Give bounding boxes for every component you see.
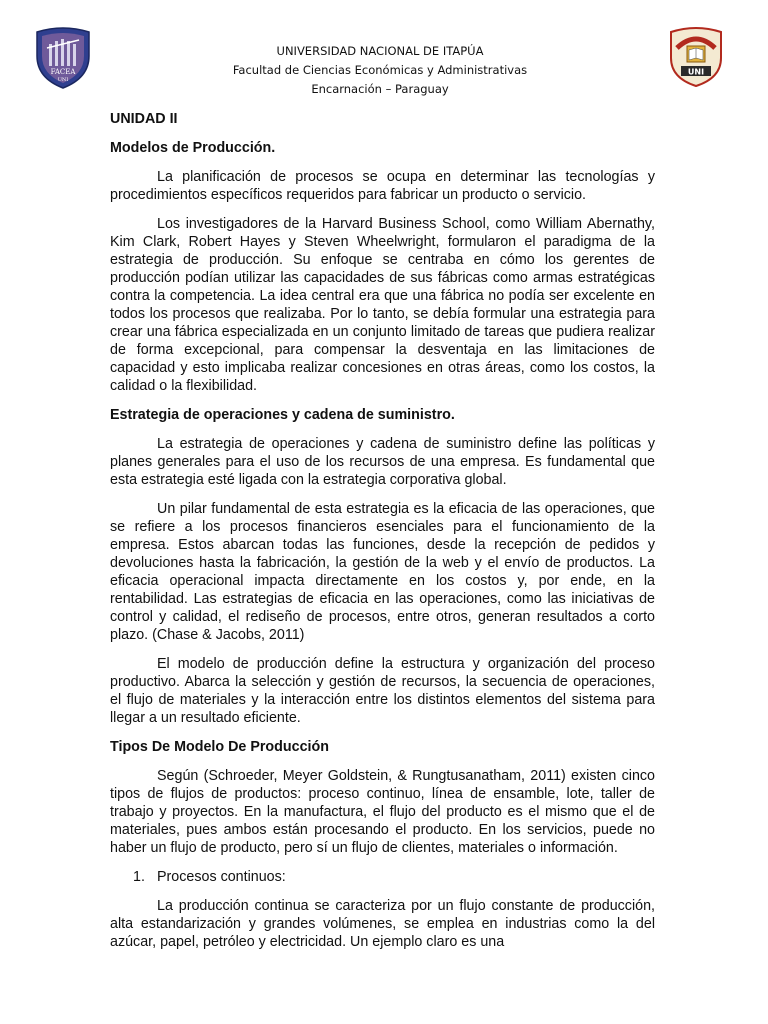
paragraph: La producción continua se caracteriza por un flujo constante de producción, alta estandarización y grandes volúmenes, se emplea en industrias como la del azúcar, papel, petróleo y electricidad. Un ejemplo claro es una [110, 898, 655, 950]
facea-logo-text: FACEA [50, 68, 76, 76]
uni-seal-logo [667, 24, 725, 88]
paragraph: La planificación de procesos se ocupa en determinar las tecnologías y procedimientos específicos requeridos para fabricar un producto o servicio. [110, 169, 655, 203]
list-item [110, 868, 655, 886]
paragraph: Los investigadores de la Harvard Business School, como William Abernathy, Kim Clark, Robert Hayes y Steven Wheelwright, formularon el paradigma de la estrategia de producción. Su enfoque se centraba en cómo los gerentes de producción podían utilizar las capacidades de sus fábricas como armas estratégicas contra la competencia. La idea central era que una fábrica no podía ser excelente en todos los procesos que realizaba. Por lo tanto, se debía formular una estrategia para crear una fábrica especializada en un conjunto limitado de tareas que pudiera realizar de forma excepcional, para compensar la desventaja en las limitaciones de capacidad y esto implicaba realizar concesiones en otras áreas, como los costos, la calidad o la flexibilidad. [110, 216, 655, 394]
list-number: 1. [133, 869, 145, 885]
paragraph: Un pilar fundamental de esta estrategia es la eficacia de las operaciones, que se refiere a los procesos financieros esenciales para el funcionamiento de la empresa. Estos abarcan todas las funciones, desde la recepción de pedidos y devoluciones hasta la fabricación, la gestión de la web y el envío de productos. La eficacia operacional impacta directamente en los costos y, por ende, en la rentabilidad. Las estrategias de eficacia en las operaciones, como las iniciativas de control y calidad, el rediseño de procesos, entre otros, generan resultados a corto plazo. (Chase & Jacobs, 2011) [110, 501, 655, 643]
document-body [110, 110, 655, 951]
faculty-name: Facultad de Ciencias Económicas y Administrativas [232, 63, 528, 77]
paragraph: La estrategia de operaciones y cadena de suministro define las políticas y planes generales para el uso de los recursos de una empresa. Es fundamental que esta estrategia esté ligada con la estrategia corporativa global. [110, 436, 655, 488]
svg-text:UNI: UNI [57, 77, 69, 83]
facea-shield-logo [33, 26, 93, 90]
university-name: UNIVERSIDAD NACIONAL DE ITAPÚA [276, 44, 484, 58]
uni-logo-text: UNI [687, 67, 705, 77]
list-text: Procesos continuos: [157, 869, 286, 885]
document-header [180, 42, 580, 99]
section-heading-strategy: Estrategia de operaciones y cadena de suministro. [110, 407, 455, 423]
location-line: Encarnación – Paraguay [311, 82, 449, 96]
paragraph: Según (Schroeder, Meyer Goldstein, & Rungtusanatham, 2011) existen cinco tipos de flujos de productos: proceso continuo, línea de ensamble, lote, taller de trabajo y proyectos. En la manufactura, el flujo del producto es el mismo que el de materiales, pues ambos están procesando el producto. En los servicios, puede no haber un flujo de producto, pero sí un flujo de clientes, materiales o información. [110, 768, 655, 856]
unit-heading: UNIDAD II [110, 111, 178, 127]
section-heading-models: Modelos de Producción. [110, 140, 276, 156]
section-heading-types: Tipos De Modelo De Producción [110, 739, 329, 755]
paragraph: El modelo de producción define la estructura y organización del proceso productivo. Abarca la selección y gestión de recursos, la secuencia de operaciones, el flujo de materiales y la interacción entre los distintos elementos del sistema para llegar a un resultado eficiente. [110, 656, 655, 726]
